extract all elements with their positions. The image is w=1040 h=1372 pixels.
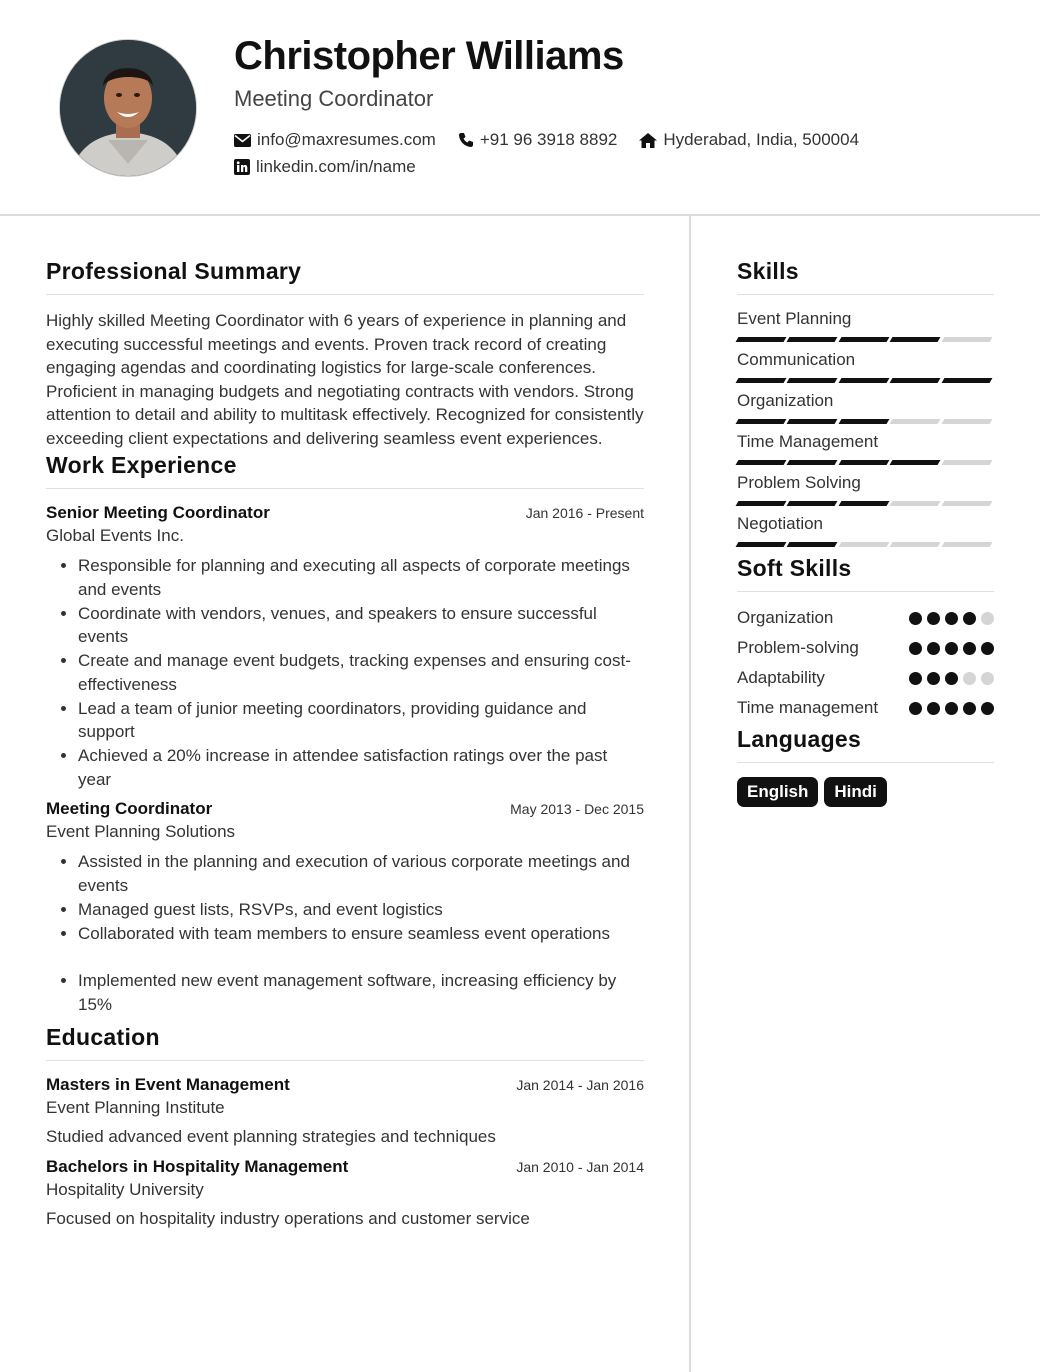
rating-dot — [981, 702, 994, 715]
rating-dot — [963, 672, 976, 685]
resume-header — [0, 0, 1040, 216]
contact-phone[interactable] — [458, 130, 618, 150]
skill-level-segment — [787, 542, 838, 547]
soft-skill-name: Adaptability — [737, 668, 825, 687]
skill-item — [737, 350, 994, 383]
skill-name: Problem Solving — [737, 473, 861, 492]
rating-dots — [904, 696, 994, 715]
skill-level-segment — [890, 378, 941, 383]
skill-level-segment — [787, 337, 838, 342]
phone-icon — [458, 132, 474, 148]
rating-dot — [945, 612, 958, 625]
rating-dot — [963, 612, 976, 625]
job-bullet: • Coordinate with vendors, venues, and speakers to ensure successful events — [78, 602, 644, 649]
main-column — [46, 258, 644, 1239]
job-bullet: • Assisted in the planning and execution of various corporate meetings and events — [78, 850, 644, 897]
email-text: info@maxresumes.com — [257, 130, 436, 149]
job-date: May 2013 - Dec 2015 — [510, 801, 644, 817]
skill-level-segment — [838, 337, 889, 342]
skill-level-segment — [941, 542, 992, 547]
linkedin-text: linkedin.com/in/name — [256, 157, 416, 176]
skill-level-segment — [941, 460, 992, 465]
education-date: Jan 2014 - Jan 2016 — [516, 1077, 644, 1093]
soft-skill-name: Organization — [737, 608, 834, 627]
rating-dot — [981, 672, 994, 685]
job-title: Senior Meeting Coordinator — [46, 503, 270, 522]
education-title: Education — [46, 1024, 644, 1061]
rating-dot — [927, 612, 940, 625]
soft-skills-list — [737, 606, 994, 720]
column-divider — [689, 216, 691, 1372]
skill-name: Event Planning — [737, 309, 852, 328]
rating-dot — [909, 612, 922, 625]
skill-level-segment — [890, 337, 941, 342]
side-column — [737, 258, 994, 807]
skill-level-segment — [787, 419, 838, 424]
job-company: Global Events Inc. — [46, 526, 184, 545]
skill-bar — [737, 378, 994, 383]
skill-level-segment — [890, 542, 941, 547]
candidate-name: Christopher Williams — [234, 34, 624, 78]
job-entry — [46, 799, 644, 1016]
degree-title: Masters in Event Management — [46, 1075, 290, 1094]
job-company: Event Planning Solutions — [46, 822, 236, 841]
skill-level-segment — [838, 419, 889, 424]
soft-skill-name: Time management — [737, 698, 879, 717]
job-bullet: • Implemented new event management software, increasing efficiency by 15% — [78, 969, 644, 1016]
rating-dot — [981, 612, 994, 625]
candidate-role: Meeting Coordinator — [234, 86, 434, 111]
skill-bar — [737, 460, 994, 465]
skill-level-segment — [941, 378, 992, 383]
job-bullet: • Achieved a 20% increase in attendee satisfaction ratings over the past year — [78, 744, 644, 791]
skill-level-segment — [736, 378, 787, 383]
location-text: Hyderabad, India, 500004 — [663, 130, 860, 149]
school-name: Hospitality University — [46, 1180, 204, 1199]
skill-level-segment — [736, 419, 787, 424]
rating-dots — [904, 636, 994, 655]
rating-dot — [945, 642, 958, 655]
rating-dot — [927, 642, 940, 655]
soft-skill-item — [737, 696, 994, 720]
contact-row-2 — [234, 157, 438, 177]
profile-photo — [59, 39, 197, 177]
skill-bar — [737, 337, 994, 342]
school-name: Event Planning Institute — [46, 1098, 225, 1117]
rating-dot — [927, 702, 940, 715]
language-badge: English — [737, 777, 818, 807]
skill-item — [737, 432, 994, 465]
skill-level-segment — [838, 460, 889, 465]
education-desc: Studied advanced event planning strategies and techniques — [46, 1127, 496, 1146]
skill-name: Organization — [737, 391, 834, 410]
skill-item — [737, 473, 994, 506]
contact-linkedin[interactable] — [234, 157, 416, 177]
linkedin-icon — [234, 159, 250, 175]
skill-name: Communication — [737, 350, 856, 369]
home-icon — [639, 133, 657, 148]
job-bullet: • Lead a team of junior meeting coordinators, providing guidance and support — [78, 697, 644, 744]
languages-title: Languages — [737, 726, 994, 763]
skill-bar — [737, 542, 994, 547]
rating-dot — [909, 702, 922, 715]
rating-dot — [945, 702, 958, 715]
soft-skill-item — [737, 606, 994, 630]
skill-level-segment — [838, 378, 889, 383]
job-bullets — [46, 850, 644, 1016]
job-bullet: • Responsible for planning and executing all aspects of corporate meetings and events — [78, 554, 644, 601]
education-entry — [46, 1075, 644, 1147]
skill-level-segment — [890, 419, 941, 424]
rating-dot — [963, 702, 976, 715]
skill-bar — [737, 501, 994, 506]
skills-list — [737, 309, 994, 547]
skill-name: Negotiation — [737, 514, 824, 533]
degree-title: Bachelors in Hospitality Management — [46, 1157, 349, 1176]
rating-dot — [945, 672, 958, 685]
job-bullet: • Create and manage event budgets, tracking expenses and ensuring cost-effectiveness — [78, 649, 644, 696]
skill-level-segment — [736, 501, 787, 506]
education-desc: Focused on hospitality industry operations and customer service — [46, 1209, 530, 1228]
job-bullet: • Collaborated with team members to ensure seamless event operations — [78, 922, 644, 946]
education-date: Jan 2010 - Jan 2014 — [516, 1159, 644, 1175]
skill-level-segment — [838, 501, 889, 506]
skill-level-segment — [941, 501, 992, 506]
rating-dot — [981, 642, 994, 655]
language-badge: Hindi — [824, 777, 887, 807]
contact-row — [234, 130, 881, 150]
skill-level-segment — [736, 337, 787, 342]
skill-level-segment — [787, 460, 838, 465]
skill-level-segment — [890, 460, 941, 465]
soft-skill-item — [737, 666, 994, 690]
envelope-icon — [234, 134, 251, 147]
skill-item — [737, 514, 994, 547]
skill-item — [737, 391, 994, 424]
rating-dots — [904, 606, 994, 625]
rating-dot — [909, 672, 922, 685]
rating-dots — [904, 666, 994, 685]
summary-title: Professional Summary — [46, 258, 644, 295]
skill-item — [737, 309, 994, 342]
soft-skill-name: Problem-solving — [737, 638, 859, 657]
job-entry — [46, 503, 644, 791]
rating-dot — [909, 642, 922, 655]
skill-level-segment — [736, 542, 787, 547]
job-bullets — [46, 554, 644, 791]
skill-level-segment — [838, 542, 889, 547]
phone-text: +91 96 3918 8892 — [479, 130, 618, 149]
soft-skill-item — [737, 636, 994, 660]
contact-email[interactable] — [234, 130, 436, 150]
summary-text: Highly skilled Meeting Coordinator with 6 years of experience in planning and executing successful meetings and events. Proven track record of creating engaging agendas and coordinating logistics for large-scale conferences. Proficient in managing budgets and negotiating contracts with vendors. Strong attention to detail and ability to multitask effectively. Recognized for consistently exceeding client expectations and delivering seamless event experiences. — [46, 311, 644, 448]
experience-title: Work Experience — [46, 452, 644, 489]
job-title: Meeting Coordinator — [46, 799, 213, 818]
skill-level-segment — [736, 460, 787, 465]
education-entry — [46, 1157, 644, 1229]
skill-bar — [737, 419, 994, 424]
job-bullet: • Managed guest lists, RSVPs, and event logistics — [78, 898, 644, 922]
rating-dot — [927, 672, 940, 685]
skill-level-segment — [787, 501, 838, 506]
languages-list — [737, 777, 994, 807]
contact-location — [639, 130, 859, 150]
job-date: Jan 2016 - Present — [525, 505, 644, 521]
skill-level-segment — [941, 337, 992, 342]
skills-title: Skills — [737, 258, 994, 295]
soft-skills-title: Soft Skills — [737, 555, 994, 592]
skill-level-segment — [941, 419, 992, 424]
skill-level-segment — [787, 378, 838, 383]
rating-dot — [963, 642, 976, 655]
skill-level-segment — [890, 501, 941, 506]
skill-name: Time Management — [737, 432, 879, 451]
